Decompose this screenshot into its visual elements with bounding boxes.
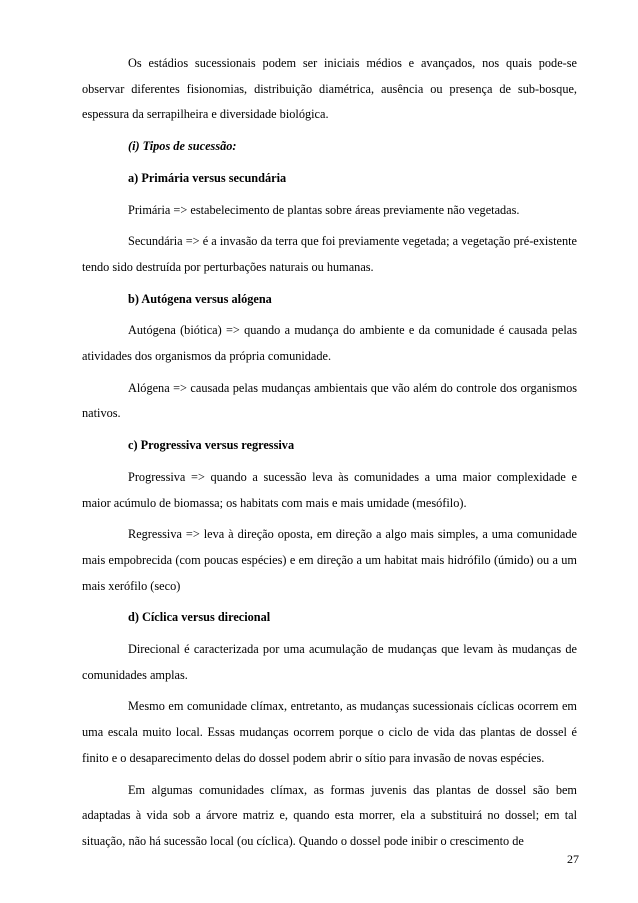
subheading-autogenic-allogenic: b) Autógena versus alógena xyxy=(128,291,272,306)
section-heading-types: (i) Tipos de sucessão: xyxy=(128,139,237,154)
paragraph-progressive: Progressiva => quando a sucessão leva às comunidades a uma maior complexidade e maior acúmulo de biomassa; os habitats com mais e mais umidade (mesófilo). xyxy=(82,469,577,510)
page-content xyxy=(82,51,577,855)
page-number: 27 xyxy=(567,852,579,866)
paragraph-climax-juvenile: Em algumas comunidades clímax, as formas juvenis das plantas de dossel são bem adaptadas à vida sob a árvore matriz e, quando esta morrer, ela a substituirá no dossel; em tal situação, não há sucessão local (ou cíclica). Quando o dossel pode inibir o crescimento de xyxy=(82,782,577,848)
subheading-cyclic-directional: d) Cíclica versus direcional xyxy=(128,610,271,625)
paragraph-regressive: Regressiva => leva à direção oposta, em direção a algo mais simples, a uma comunidade mais empobrecida (com poucas espécies) e em direção a um habitat mais hidrófilo (úmido) ou a um mais xerófilo (seco) xyxy=(82,527,577,593)
paragraph-secondary: Secundária => é a invasão da terra que foi previamente vegetada; a vegetação pré-existente tendo sido destruída por perturbações naturais ou humanas. xyxy=(82,234,577,274)
paragraph-primary: Primária => estabelecimento de plantas sobre áreas previamente não vegetadas. xyxy=(128,202,520,217)
paragraph-allogenic: Alógena => causada pelas mudanças ambientais que vão além do controle dos organismos nativos. xyxy=(82,380,577,421)
subheading-progressive-regressive: c) Progressiva versus regressiva xyxy=(128,438,295,453)
subheading-primary-secondary: a) Primária versus secundária xyxy=(128,170,287,185)
paragraph-autogenic: Autógena (biótica) => quando a mudança do ambiente e da comunidade é causada pelas atividades dos organismos da própria comunidade. xyxy=(82,323,577,364)
paragraph-climax-cyclic: Mesmo em comunidade clímax, entretanto, as mudanças sucessionais cíclicas ocorrem em uma escala muito local. Essas mudanças ocorrem porque o ciclo de vida das plantas de dossel é finito e o desaparecimento delas do dossel podem abrir o sítio para invasão de novas espécies. xyxy=(82,699,577,765)
paragraph-directional: Direcional é caracterizada por uma acumulação de mudanças que levam às mudanças de comunidades amplas. xyxy=(82,642,577,682)
paragraph-intro: Os estádios sucessionais podem ser iniciais médios e avançados, nos quais pode-se observar diferentes fisionomias, distribuição diamétrica, ausência ou presença de sub-bosque, espessura da serrapilheira e diversidade biológica. xyxy=(82,56,577,122)
